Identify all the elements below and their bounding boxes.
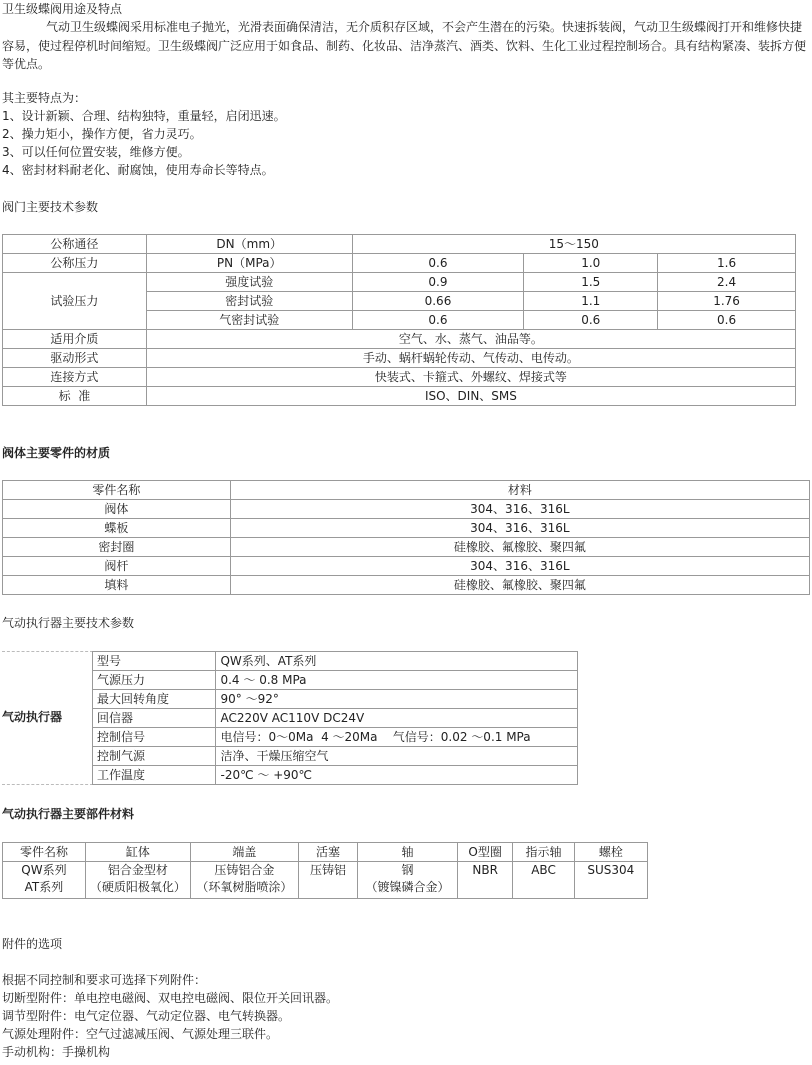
spec-value: AC220V AC110V DC24V <box>216 709 578 728</box>
spec-value: 电信号：0～0Ma 4 ～20Ma 气信号：0.02 ～0.1 MPa <box>216 728 578 747</box>
table-row <box>3 235 796 254</box>
param-value: 1.0 <box>524 254 658 273</box>
table-row <box>3 349 796 368</box>
spec-value: 90° ～92° <box>216 690 578 709</box>
table-row <box>3 254 796 273</box>
param-value: 手动、蜗杆蜗轮传动、气传动、电传动。 <box>146 349 795 368</box>
header-cell: 零件名称 <box>3 481 231 500</box>
param-value: 0.6 <box>352 254 524 273</box>
part-material: 304、316、316L <box>230 557 809 576</box>
table-row <box>3 862 648 899</box>
param-value: 15～150 <box>352 235 795 254</box>
table-row <box>3 330 796 349</box>
cell-line: 钢 <box>401 863 414 877</box>
param-value: 0.6 <box>524 311 658 330</box>
param-sub: DN（mm） <box>146 235 352 254</box>
table-row <box>93 728 578 747</box>
features-title: 其主要特点为： <box>2 91 87 105</box>
spec-value: QW系列、AT系列 <box>216 652 578 671</box>
table-row <box>3 368 796 387</box>
param-value: 1.6 <box>658 254 796 273</box>
spec-label: 控制信号 <box>93 728 216 747</box>
table-row <box>93 690 578 709</box>
spec-value: -20℃ ～ +90℃ <box>216 766 578 785</box>
cell-line: AT系列 <box>24 880 64 894</box>
cell <box>85 862 190 899</box>
actuator-materials-title: 气动执行器主要部件材料 <box>2 807 135 821</box>
header-cell: 材料 <box>230 481 809 500</box>
intro-paragraph: 气动卫生级蝶阀采用标准电子抛光，光滑表面确保清洁，无介质积存区域，不会产生潜在的污染。快速拆装阀，气动卫生级蝶阀打开和维修快捷容易，使过程停机时间缩短。卫生级蝶阀广泛应用于如食品、制药、化妆品、洁净蒸汽、酒类、饮料、生化工业过程控制场合。具有结构紧凑、装拆方便等优点。 <box>2 20 807 71</box>
actuator-params-table <box>92 651 578 785</box>
table-row <box>93 747 578 766</box>
cell <box>574 862 647 899</box>
header-cell: 零件名称 <box>3 843 86 862</box>
header-cell: 缸体 <box>85 843 190 862</box>
part-material: 304、316、316L <box>230 500 809 519</box>
param-value: 空气、水、蒸气、油品等。 <box>146 330 795 349</box>
header-cell: 轴 <box>358 843 458 862</box>
spec-value: 洁净、干燥压缩空气 <box>216 747 578 766</box>
param-sub: 气密封试验 <box>146 311 352 330</box>
spec-label: 型号 <box>93 652 216 671</box>
cell <box>358 862 458 899</box>
actuator-label: 气动执行器 <box>2 710 63 724</box>
table-row <box>3 519 810 538</box>
divider <box>2 651 93 652</box>
accessories-title: 附件的选项 <box>2 937 63 951</box>
cell <box>298 862 357 899</box>
cell <box>457 862 512 899</box>
body-materials-table <box>2 480 810 595</box>
cell <box>513 862 574 899</box>
cell-line: 压铸铝 <box>310 863 347 877</box>
part-name: 蝶板 <box>3 519 231 538</box>
param-value: ISO、DIN、SMS <box>146 387 795 406</box>
table-row <box>93 709 578 728</box>
cell-line: 铝合金型材 <box>107 863 168 877</box>
table-row <box>93 652 578 671</box>
param-label: 标 准 <box>3 387 147 406</box>
cell <box>190 862 298 899</box>
part-material: 硅橡胶、氟橡胶、聚四氟 <box>230 538 809 557</box>
header-cell: O型圈 <box>457 843 512 862</box>
cell-line: QW系列 <box>21 863 67 877</box>
spec-label: 回信器 <box>93 709 216 728</box>
param-value: 0.66 <box>352 292 524 311</box>
part-name: 填料 <box>3 576 231 595</box>
feature-item: 4、密封材料耐老化、耐腐蚀，使用寿命长等特点。 <box>2 163 274 177</box>
spec-label: 气源压力 <box>93 671 216 690</box>
param-value: 0.6 <box>658 311 796 330</box>
table-row <box>3 273 796 292</box>
table-row <box>3 538 810 557</box>
accessory-item: 调节型附件：电气定位器、气动定位器、电气转换器。 <box>2 1009 291 1023</box>
intro-heading: 卫生级蝶阀用途及特点 <box>2 2 123 16</box>
param-label: 公称压力 <box>3 254 147 273</box>
actuator-materials-table <box>2 842 648 899</box>
cell-line: 压铸铝合金 <box>214 863 275 877</box>
table-row <box>3 387 796 406</box>
param-sub: 强度试验 <box>146 273 352 292</box>
table-row <box>3 576 810 595</box>
cell-line: （镀镍磷合金） <box>365 880 450 894</box>
param-label: 公称通径 <box>3 235 147 254</box>
spec-label: 最大回转角度 <box>93 690 216 709</box>
param-label: 连接方式 <box>3 368 147 387</box>
param-label: 试验压力 <box>3 273 147 330</box>
spec-label: 工作温度 <box>93 766 216 785</box>
body-materials-title: 阀体主要零件的材质 <box>2 446 111 460</box>
part-name: 密封圈 <box>3 538 231 557</box>
param-value: 1.5 <box>524 273 658 292</box>
actuator-params-title: 气动执行器主要技术参数 <box>2 616 135 630</box>
feature-item: 1、设计新颖、合理、结构独特，重量轻，启闭迅速。 <box>2 109 286 123</box>
cell-line: SUS304 <box>587 863 635 877</box>
cell-line: （硬质阳极氧化） <box>89 880 186 894</box>
spec-label: 控制气源 <box>93 747 216 766</box>
valve-params-title: 阀门主要技术参数 <box>2 200 99 214</box>
part-material: 硅橡胶、氟橡胶、聚四氟 <box>230 576 809 595</box>
param-value: 0.6 <box>352 311 524 330</box>
part-material: 304、316、316L <box>230 519 809 538</box>
table-row <box>3 481 810 500</box>
param-value: 1.76 <box>658 292 796 311</box>
table-row <box>3 843 648 862</box>
table-row <box>93 671 578 690</box>
param-value: 快装式、卡箍式、外螺纹、焊接式等 <box>146 368 795 387</box>
header-cell: 端盖 <box>190 843 298 862</box>
table-row <box>93 766 578 785</box>
table-row <box>3 557 810 576</box>
cell-line: （环氧树脂喷涂） <box>196 880 293 894</box>
accessory-item: 手动机构：手操机构 <box>2 1045 111 1059</box>
param-label: 驱动形式 <box>3 349 147 368</box>
cell-line: NBR <box>472 863 498 877</box>
feature-item: 2、操力矩小，操作方便，省力灵巧。 <box>2 127 202 141</box>
param-value: 1.1 <box>524 292 658 311</box>
param-sub: PN（MPa） <box>146 254 352 273</box>
param-sub: 密封试验 <box>146 292 352 311</box>
spec-value: 0.4 ～ 0.8 MPa <box>216 671 578 690</box>
param-value: 0.9 <box>352 273 524 292</box>
cell-line: ABC <box>531 863 556 877</box>
param-label: 适用介质 <box>3 330 147 349</box>
accessories-intro: 根据不同控制和要求可选择下列附件： <box>2 973 207 987</box>
header-cell: 活塞 <box>298 843 357 862</box>
part-name: 阀体 <box>3 500 231 519</box>
header-cell: 螺栓 <box>574 843 647 862</box>
feature-item: 3、可以任何位置安装，维修方便。 <box>2 145 190 159</box>
divider <box>2 784 93 785</box>
valve-params-table <box>2 234 796 406</box>
part-name: 阀杆 <box>3 557 231 576</box>
cell <box>3 862 86 899</box>
param-value: 2.4 <box>658 273 796 292</box>
accessory-item: 切断型附件：单电控电磁阀、双电控电磁阀、限位开关回讯器。 <box>2 991 339 1005</box>
header-cell: 指示轴 <box>513 843 574 862</box>
table-row <box>3 500 810 519</box>
accessory-item: 气源处理附件：空气过滤减压阀、气源处理三联件。 <box>2 1027 279 1041</box>
